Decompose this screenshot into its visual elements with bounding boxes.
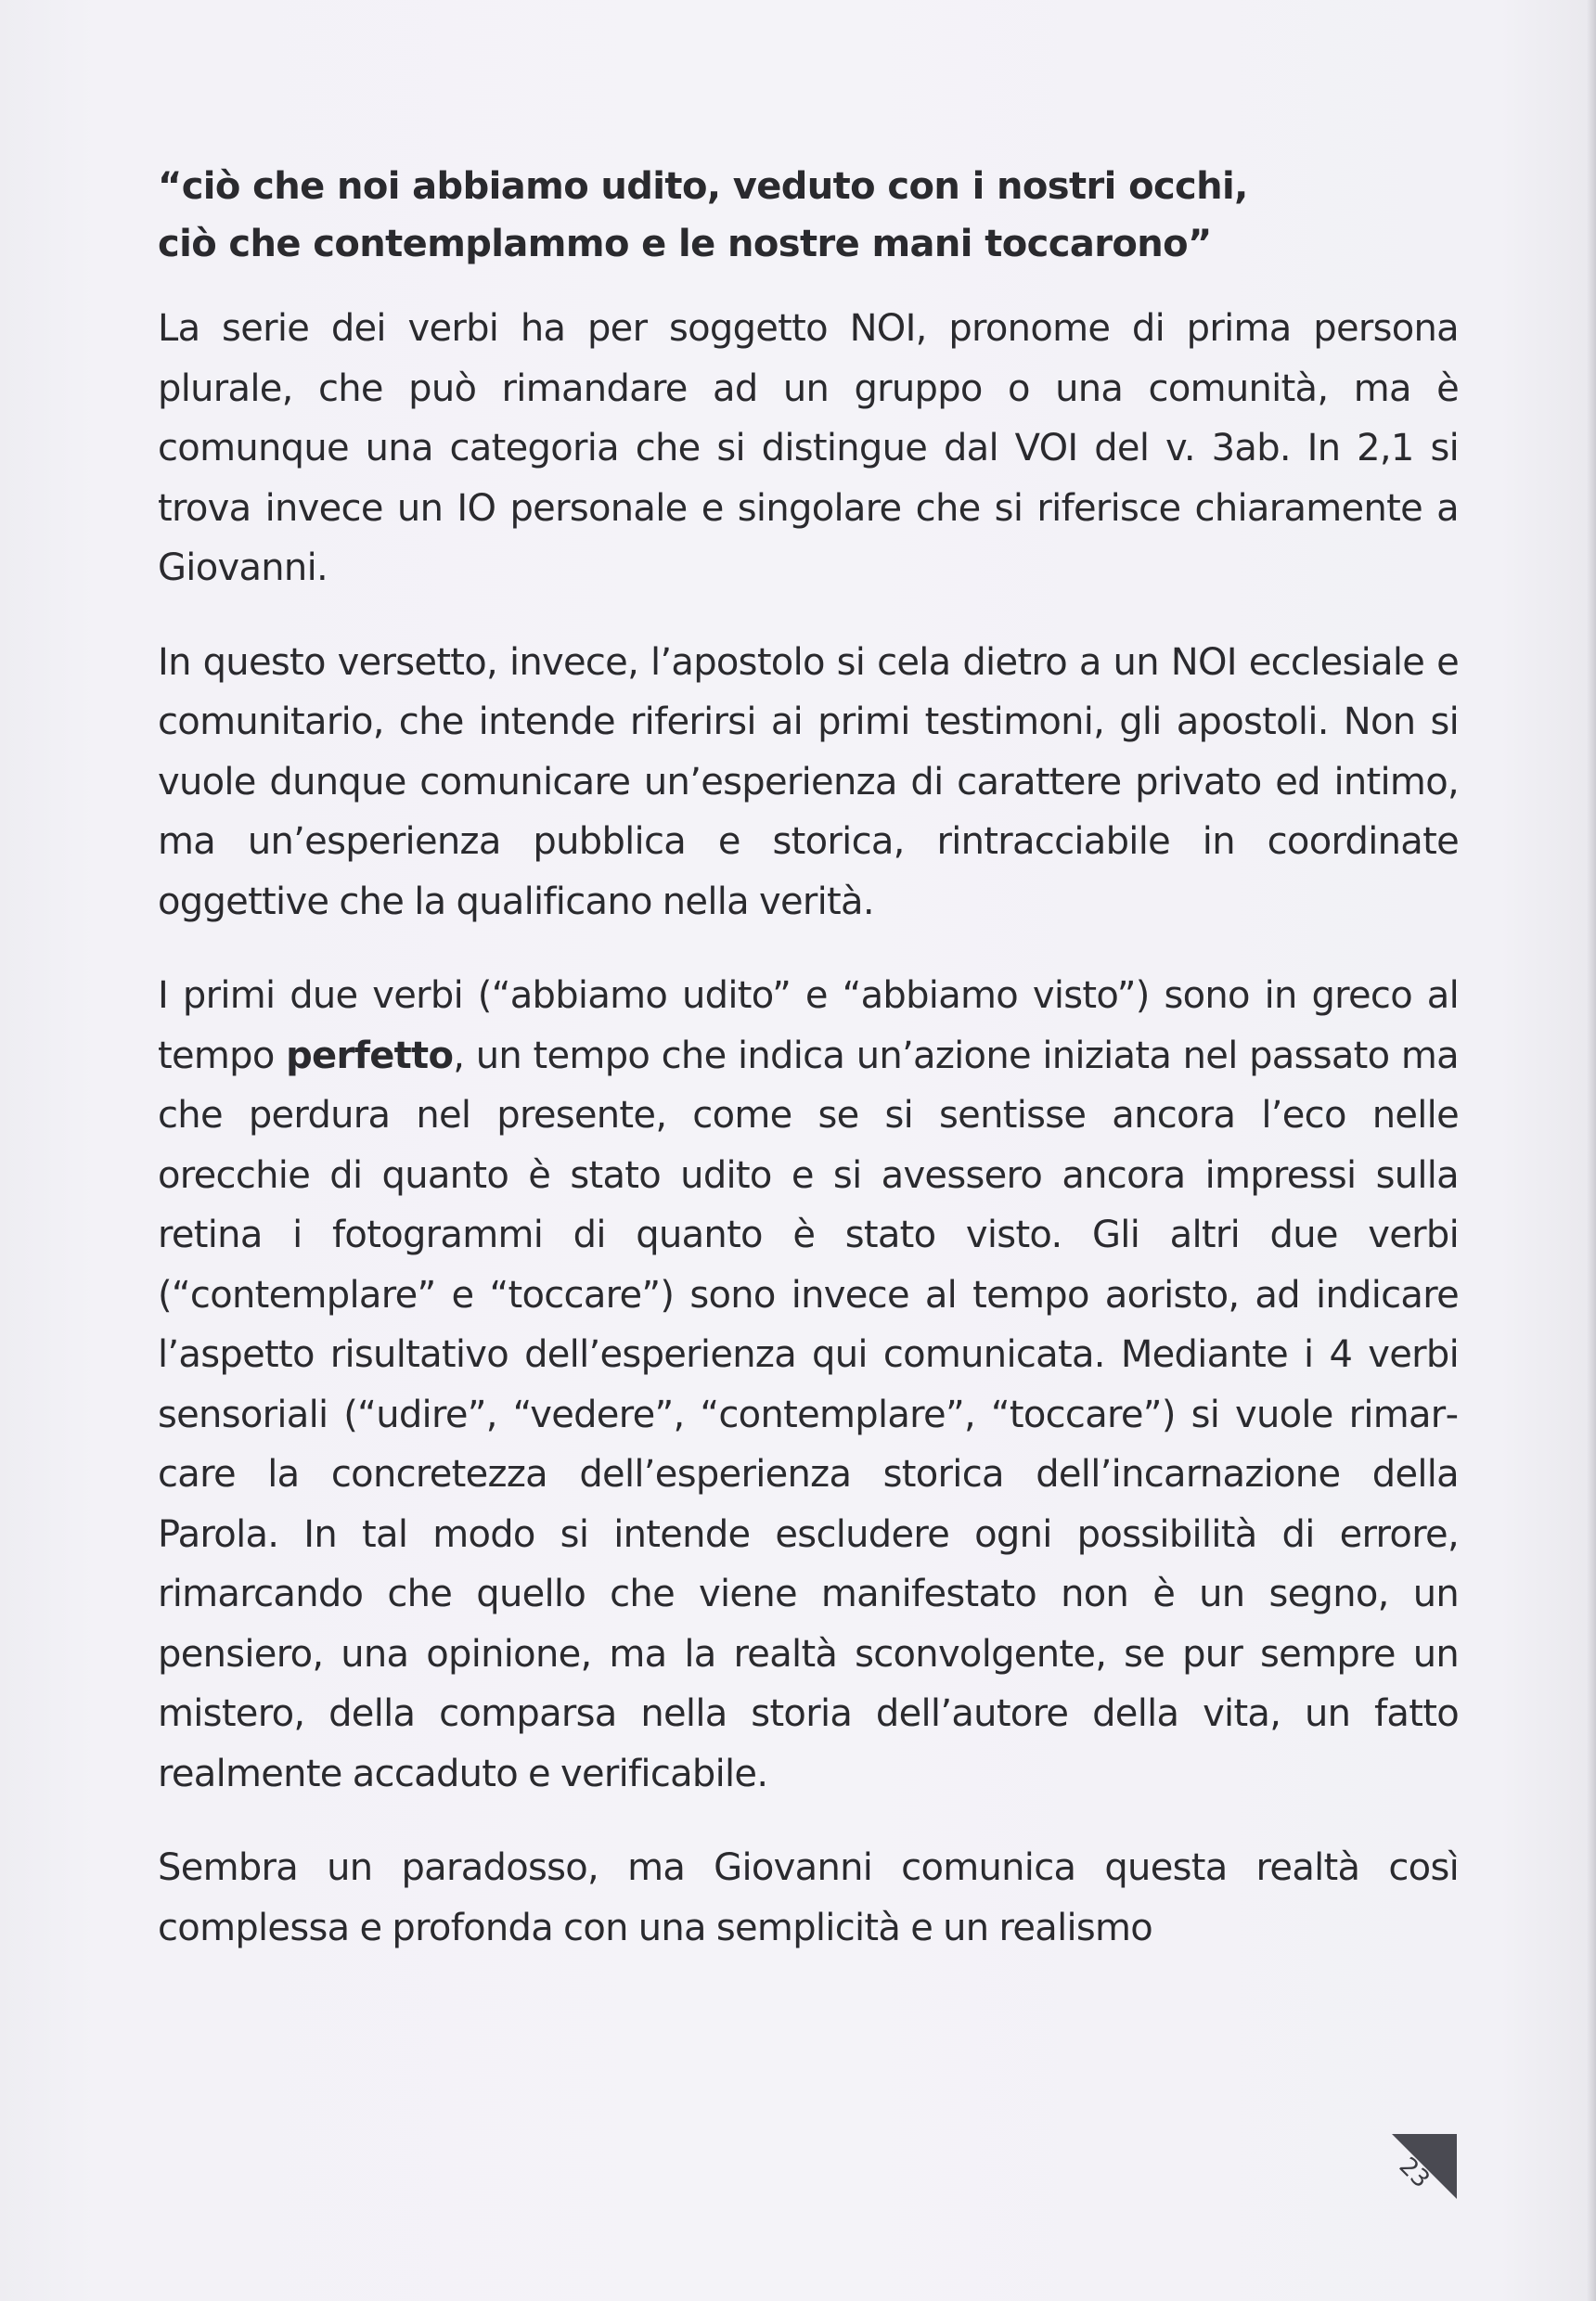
paragraph-verb-tenses-rest: , un tempo che indica un’azione iniziata nel passato ma che perdura nel presente, come se si sentisse ancora l’eco nelle orecchie di quanto è stato udito e si avessero ancora impressi sulla retina i fotogrammi di quanto è stato visto. Gli altri due verbi (“contemplare” e “toccare”) sono invece al tempo aoristo, ad indicare l’aspetto risultativo dell’esperienza qui comunicata. Mediante i 4 verbi sensoriali (“udire”, “vedere”, “contemplare”, “toccare”) si vuole rimarcare la concretezza dell’esperienza storica dell’incarnazione della Parola. In tal modo si intende escludere ogni possibilità di errore, rimarcando che quello che viene manifestato non è un segno, un pensiero, una opinione, ma la realtà sconvolgente, se pur sempre un mistero, della comparsa nella storia dell’autore della vita, un fatto realmente accaduto e verificabile.	[158, 1034, 1459, 1795]
page-edge-shadow	[1587, 0, 1596, 2301]
paragraph-ecclesial-noi: In questo versetto, invece, l’apostolo si cela dietro a un NOI ecclesiale e comunitario, che intende riferirsi ai primi testimoni, gli apostoli. Non si vuole dunque comunicare un’esperienza di carattere privato ed intimo, ma un’esperienza pubblica e storica, rintracciabile in coordinate oggettive che la qualificano nella verità.	[158, 640, 1459, 923]
page-number: 23	[1393, 2152, 1435, 2194]
paragraph-paradox: Sembra un paradosso, ma Giovanni comunica questa realtà così complessa e profonda con una semplicità e un realismo	[158, 1846, 1459, 1949]
paragraph-verb-tenses	[158, 966, 1459, 1804]
quote-heading	[158, 158, 1459, 273]
quote-heading-line-1: “ciò che noi abbiamo udito, veduto con i nostri occhi,	[158, 165, 1248, 208]
paragraph-subject-noi: La serie dei verbi ha per soggetto NOI, pronome di prima persona plurale, che può rimandare ad un gruppo o una comunità, ma è comunque una categoria che si distingue dal VOI del v. 3ab. In 2,1 si trova invece un IO personale e singolare che si riferisce chiaramente a Giovanni.	[158, 307, 1459, 589]
page-text	[158, 158, 1459, 1992]
quote-heading-line-2: ciò che contemplammo e le nostre mani toccarono”	[158, 223, 1212, 265]
bold-term-perfetto: perfetto	[286, 1034, 454, 1077]
paragraph-verb-tenses-start: I primi due verbi (“abbiamo udito” e “abbiamo visto”) sono in greco al tempo	[158, 974, 1459, 1077]
